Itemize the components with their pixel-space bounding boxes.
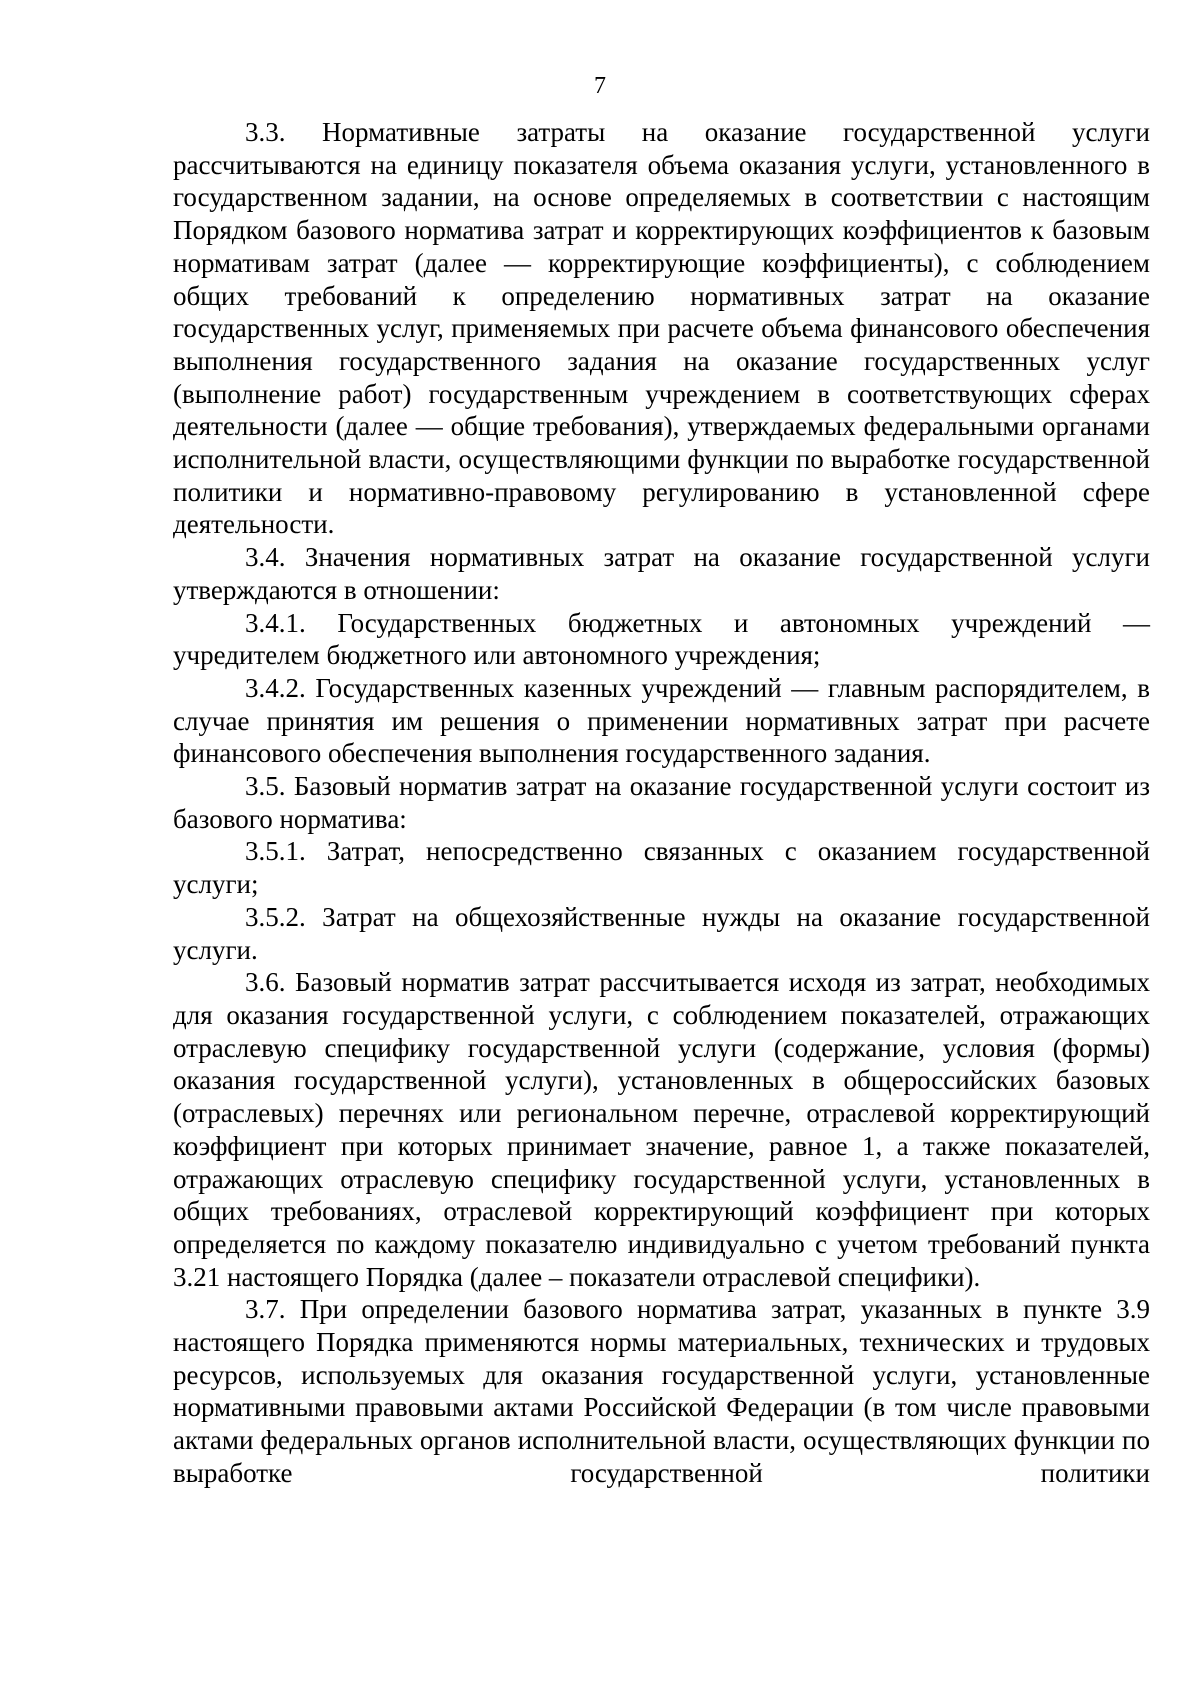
document-body — [173, 116, 1150, 1490]
paragraph-3-5-2: 3.5.2. Затрат на общехозяйственные нужды на оказание государственной услуги. — [173, 901, 1150, 965]
paragraph-3-5: 3.5. Базовый норматив затрат на оказание государственной услуги состоит из базового норматива: — [173, 771, 1150, 834]
paragraph-3-4-1: 3.4.1. Государственных бюджетных и автономных учреждений — учредителем бюджетного или автономного учреждения; — [173, 607, 1150, 671]
paragraph-3-7: 3.7. При определении базового норматива затрат, указанных в пункте 3.9 настоящего Порядка применяются нормы материальных, технических и трудовых ресурсов, используемых для оказания государственной услуги, установленные нормативными правовыми актами Российской Федерации (в том числе правовыми актами федеральных органов исполнительной власти, осуществляющих функции по выработке государственной политики — [173, 1294, 1150, 1488]
page-number: 7 — [594, 73, 606, 99]
paragraph-3-4-2: 3.4.2. Государственных казенных учреждений — главным распорядителем, в случае принятия им решения о применении нормативных затрат при расчете финансового обеспечения выполнения государственного задания. — [173, 672, 1150, 769]
paragraph-3-4: 3.4. Значения нормативных затрат на оказание государственной услуги утверждаются в отношении: — [173, 542, 1150, 605]
paragraph-3-3: 3.3. Нормативные затраты на оказание государственной услуги рассчитываются на единицу показателя объема оказания услуги, установленного в государственном задании, на основе определяемых в соответствии с настоящим Порядком базового норматива затрат и корректирующих коэффициентов к базовым нормативам затрат (далее — корректирующие коэффициенты), с соблюдением общих требований к определению нормативных затрат на оказание государственных услуг, применяемых при расчете объема финансового обеспечения выполнения государственного задания на оказание государственных услуг (выполнение работ) государственным учреждением в соответствующих сферах деятельности (далее — общие требования), утверждаемых федеральными органами исполнительной власти, осуществляющими функции по выработке государственной политики и нормативно-правовому регулированию в установленной сфере деятельности. — [173, 117, 1150, 540]
paragraph-3-5-1: 3.5.1. Затрат, непосредственно связанных с оказанием государственной услуги; — [173, 836, 1150, 900]
paragraph-3-6: 3.6. Базовый норматив затрат рассчитывается исходя из затрат, необходимых для оказания государственной услуги, с соблюдением показателей, отражающих отраслевую специфику государственной услуги (содержание, условия (формы) оказания государственной услуги), установленных в общероссийских базовых (отраслевых) перечнях или региональном перечне, отраслевой корректирующий коэффициент при которых принимает значение, равное 1, а также показателей, отражающих отраслевую специфику государственной услуги, установленных в общих требованиях, отраслевой корректирующий коэффициент при которых определяется по каждому показателю индивидуально с учетом требований пункта 3.21 настоящего Порядка (далее – показатели отраслевой специфики). — [173, 967, 1150, 1292]
